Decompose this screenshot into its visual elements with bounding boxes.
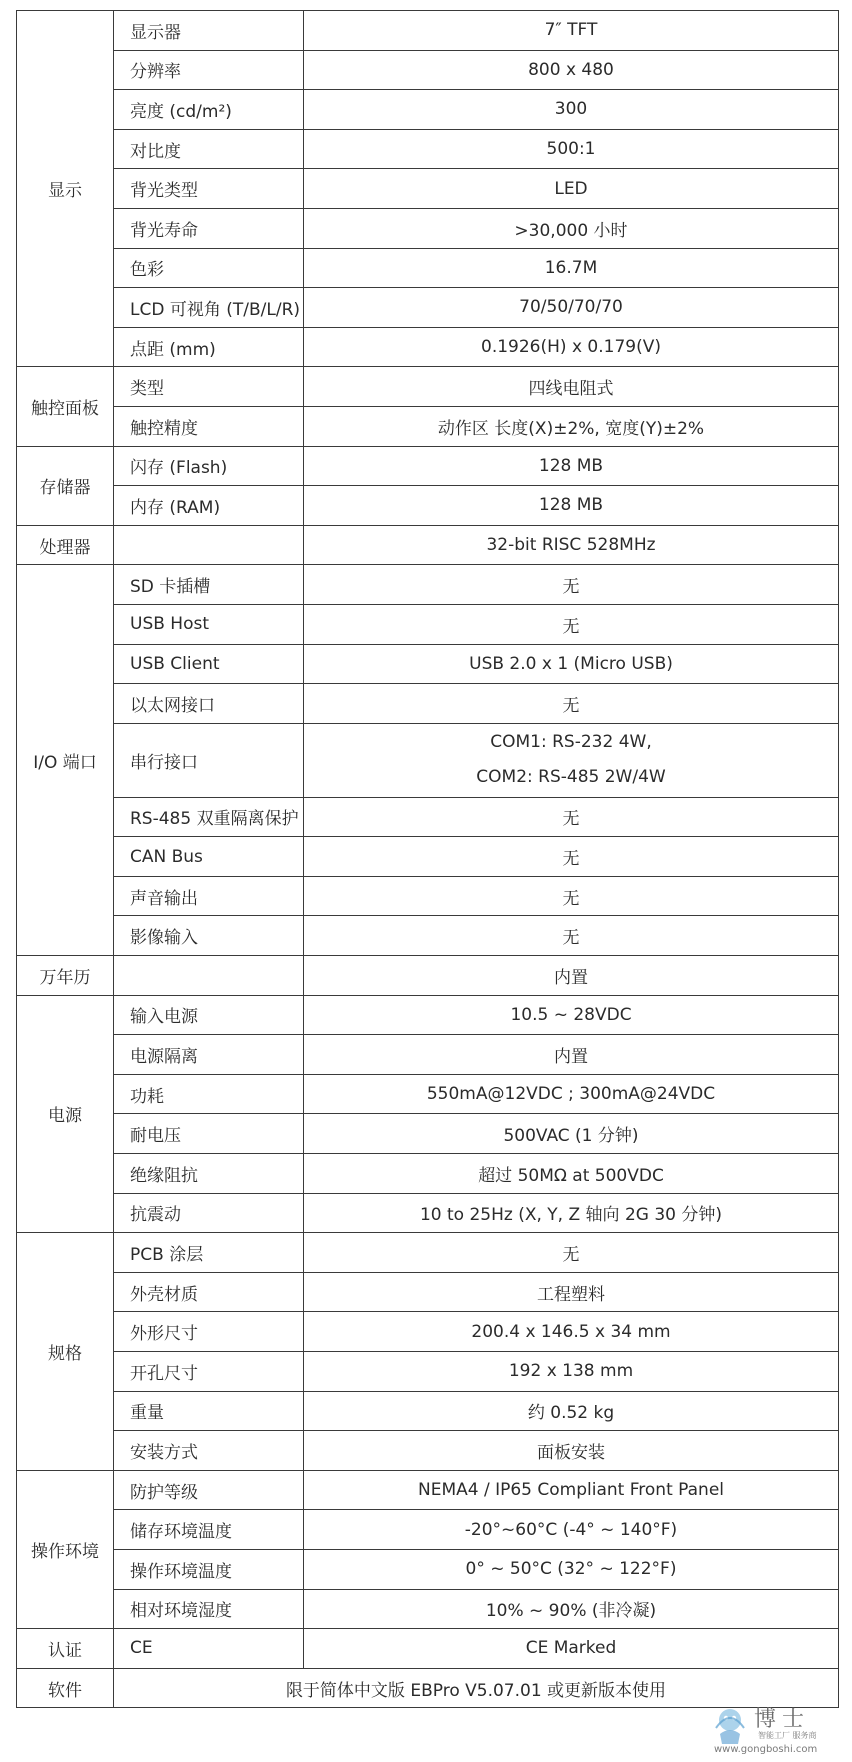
value-cell: 0° ~ 50°C (32° ~ 122°F) (304, 1549, 839, 1589)
value-cell: LED (304, 169, 839, 209)
value-cell: 7″ TFT (304, 11, 839, 51)
parameter-name-cell: 分辨率 (114, 50, 304, 90)
table-row (17, 1233, 839, 1273)
parameter-name-cell: LCD 可视角 (T/B/L/R) (114, 288, 304, 328)
table-row (17, 723, 839, 797)
value-cell: >30,000 小时 (304, 208, 839, 248)
value-cell: 500:1 (304, 129, 839, 169)
table-row (17, 486, 839, 526)
value-cell: 四线电阻式 (304, 367, 839, 407)
table-row (17, 1154, 839, 1194)
table-row (17, 1470, 839, 1510)
category-cell: 软件 (17, 1668, 114, 1708)
category-cell: 显示 (17, 11, 114, 367)
parameter-name-cell: 功耗 (114, 1074, 304, 1114)
category-cell: 电源 (17, 995, 114, 1233)
parameter-name-cell: SD 卡插槽 (114, 565, 304, 605)
value-line-1: COM1: RS-232 4W, (490, 732, 652, 753)
value-cell (304, 723, 839, 797)
parameter-name-cell: 输入电源 (114, 995, 304, 1035)
value-cell: 128 MB (304, 486, 839, 526)
table-row (17, 288, 839, 328)
parameter-name-cell: 重量 (114, 1391, 304, 1431)
spec-table-body (17, 11, 839, 1708)
table-row (17, 956, 839, 996)
value-line-2: COM2: RS-485 2W/4W (476, 767, 666, 788)
table-row (17, 916, 839, 956)
parameter-name-cell: 类型 (114, 367, 304, 407)
table-row (17, 995, 839, 1035)
table-row (17, 1312, 839, 1352)
value-cell: 无 (304, 916, 839, 956)
table-row (17, 50, 839, 90)
value-cell: 动作区 长度(X)±2%, 宽度(Y)±2% (304, 406, 839, 446)
value-cell: 无 (304, 684, 839, 724)
parameter-name-cell: 对比度 (114, 129, 304, 169)
table-row (17, 446, 839, 486)
value-cell: 70/50/70/70 (304, 288, 839, 328)
value-cell: USB 2.0 x 1 (Micro USB) (304, 644, 839, 684)
category-cell: 存储器 (17, 446, 114, 525)
category-cell: I/O 端口 (17, 565, 114, 956)
table-row (17, 90, 839, 130)
parameter-name-cell: 背光类型 (114, 169, 304, 209)
value-cell: 500VAC (1 分钟) (304, 1114, 839, 1154)
watermark-subtitle: 智能工厂 服务商 (758, 1731, 817, 1740)
value-cell: 无 (304, 565, 839, 605)
parameter-name-cell: CE (114, 1629, 304, 1669)
parameter-name-cell: PCB 涂层 (114, 1233, 304, 1273)
parameter-name-cell: 开孔尺寸 (114, 1352, 304, 1392)
parameter-name-cell: USB Client (114, 644, 304, 684)
parameter-name-cell: 色彩 (114, 248, 304, 288)
table-row (17, 1074, 839, 1114)
table-row (17, 1114, 839, 1154)
value-cell: 550mA@12VDC ; 300mA@24VDC (304, 1074, 839, 1114)
table-row (17, 1391, 839, 1431)
value-cell: 16.7M (304, 248, 839, 288)
watermark-url: www.gongboshi.com (714, 1744, 818, 1755)
value-cell: 800 x 480 (304, 50, 839, 90)
table-row (17, 1589, 839, 1629)
category-cell: 操作环境 (17, 1470, 114, 1628)
parameter-name-cell: 储存环境温度 (114, 1510, 304, 1550)
value-cell: 32-bit RISC 528MHz (304, 525, 839, 565)
parameter-name-cell: 外形尺寸 (114, 1312, 304, 1352)
table-row (17, 565, 839, 605)
table-row (17, 684, 839, 724)
value-cell: 192 x 138 mm (304, 1352, 839, 1392)
table-row (17, 876, 839, 916)
parameter-name-cell: 电源隔离 (114, 1035, 304, 1075)
value-cell: 10.5 ~ 28VDC (304, 995, 839, 1035)
table-row (17, 129, 839, 169)
value-cell: 10 to 25Hz (X, Y, Z 轴向 2G 30 分钟) (304, 1193, 839, 1233)
category-cell: 触控面板 (17, 367, 114, 446)
parameter-name-cell: 串行接口 (114, 723, 304, 797)
table-row (17, 327, 839, 367)
parameter-name-cell: 触控精度 (114, 406, 304, 446)
parameter-name-cell: 亮度 (cd/m²) (114, 90, 304, 130)
value-cell: 内置 (304, 956, 839, 996)
table-row (17, 1193, 839, 1233)
table-row (17, 169, 839, 209)
table-row (17, 1272, 839, 1312)
table-row (17, 604, 839, 644)
table-row (17, 525, 839, 565)
table-row (17, 1510, 839, 1550)
value-cell: 无 (304, 1233, 839, 1273)
table-row (17, 248, 839, 288)
parameter-name-cell: 操作环境温度 (114, 1549, 304, 1589)
parameter-name-cell: 背光寿命 (114, 208, 304, 248)
category-cell: 规格 (17, 1233, 114, 1471)
table-row (17, 11, 839, 51)
parameter-name-cell (114, 956, 304, 996)
table-row (17, 837, 839, 877)
parameter-name-cell: 声音输出 (114, 876, 304, 916)
value-cell: 0.1926(H) x 0.179(V) (304, 327, 839, 367)
parameter-name-cell: 防护等级 (114, 1470, 304, 1510)
parameter-name-cell: 外壳材质 (114, 1272, 304, 1312)
parameter-name-cell: 显示器 (114, 11, 304, 51)
value-cell: CE Marked (304, 1629, 839, 1669)
value-cell: 超过 50MΩ at 500VDC (304, 1154, 839, 1194)
category-cell: 万年历 (17, 956, 114, 996)
category-cell: 认证 (17, 1629, 114, 1669)
parameter-name-cell: 闪存 (Flash) (114, 446, 304, 486)
table-row (17, 208, 839, 248)
parameter-name-cell: 绝缘阻抗 (114, 1154, 304, 1194)
value-cell: 无 (304, 797, 839, 837)
parameter-name-cell: 耐电压 (114, 1114, 304, 1154)
value-cell: 内置 (304, 1035, 839, 1075)
table-row (17, 1035, 839, 1075)
parameter-name-cell: RS-485 双重隔离保护 (114, 797, 304, 837)
table-row (17, 406, 839, 446)
parameter-name-cell: USB Host (114, 604, 304, 644)
table-row (17, 1549, 839, 1589)
table-row (17, 644, 839, 684)
watermark (708, 1700, 838, 1756)
parameter-name-cell: 安装方式 (114, 1431, 304, 1471)
value-cell: NEMA4 / IP65 Compliant Front Panel (304, 1470, 839, 1510)
value-cell: 面板安装 (304, 1431, 839, 1471)
parameter-name-cell: 相对环境湿度 (114, 1589, 304, 1629)
table-row (17, 1629, 839, 1669)
table-row (17, 1352, 839, 1392)
table-row (17, 797, 839, 837)
parameter-name-cell: 以太网接口 (114, 684, 304, 724)
mascot-logo-icon (708, 1704, 752, 1748)
parameter-name-cell: 内存 (RAM) (114, 486, 304, 526)
parameter-name-cell: CAN Bus (114, 837, 304, 877)
table-row (17, 367, 839, 407)
value-cell: 10% ~ 90% (非冷凝) (304, 1589, 839, 1629)
value-cell: 约 0.52 kg (304, 1391, 839, 1431)
parameter-name-cell (114, 525, 304, 565)
parameter-name-cell: 点距 (mm) (114, 327, 304, 367)
value-cell: 128 MB (304, 446, 839, 486)
value-cell: 200.4 x 146.5 x 34 mm (304, 1312, 839, 1352)
table-row (17, 1431, 839, 1471)
parameter-name-cell: 抗震动 (114, 1193, 304, 1233)
value-cell: 无 (304, 837, 839, 877)
spec-table (16, 10, 839, 1708)
category-cell: 处理器 (17, 525, 114, 565)
parameter-name-cell: 影像输入 (114, 916, 304, 956)
value-cell: 工程塑料 (304, 1272, 839, 1312)
watermark-title: 博士 (754, 1707, 811, 1732)
value-cell: 无 (304, 604, 839, 644)
value-cell: 无 (304, 876, 839, 916)
value-cell: -20°~60°C (-4° ~ 140°F) (304, 1510, 839, 1550)
value-cell: 限于简体中文版 EBPro V5.07.01 或更新版本使用 (114, 1668, 839, 1708)
value-cell: 300 (304, 90, 839, 130)
